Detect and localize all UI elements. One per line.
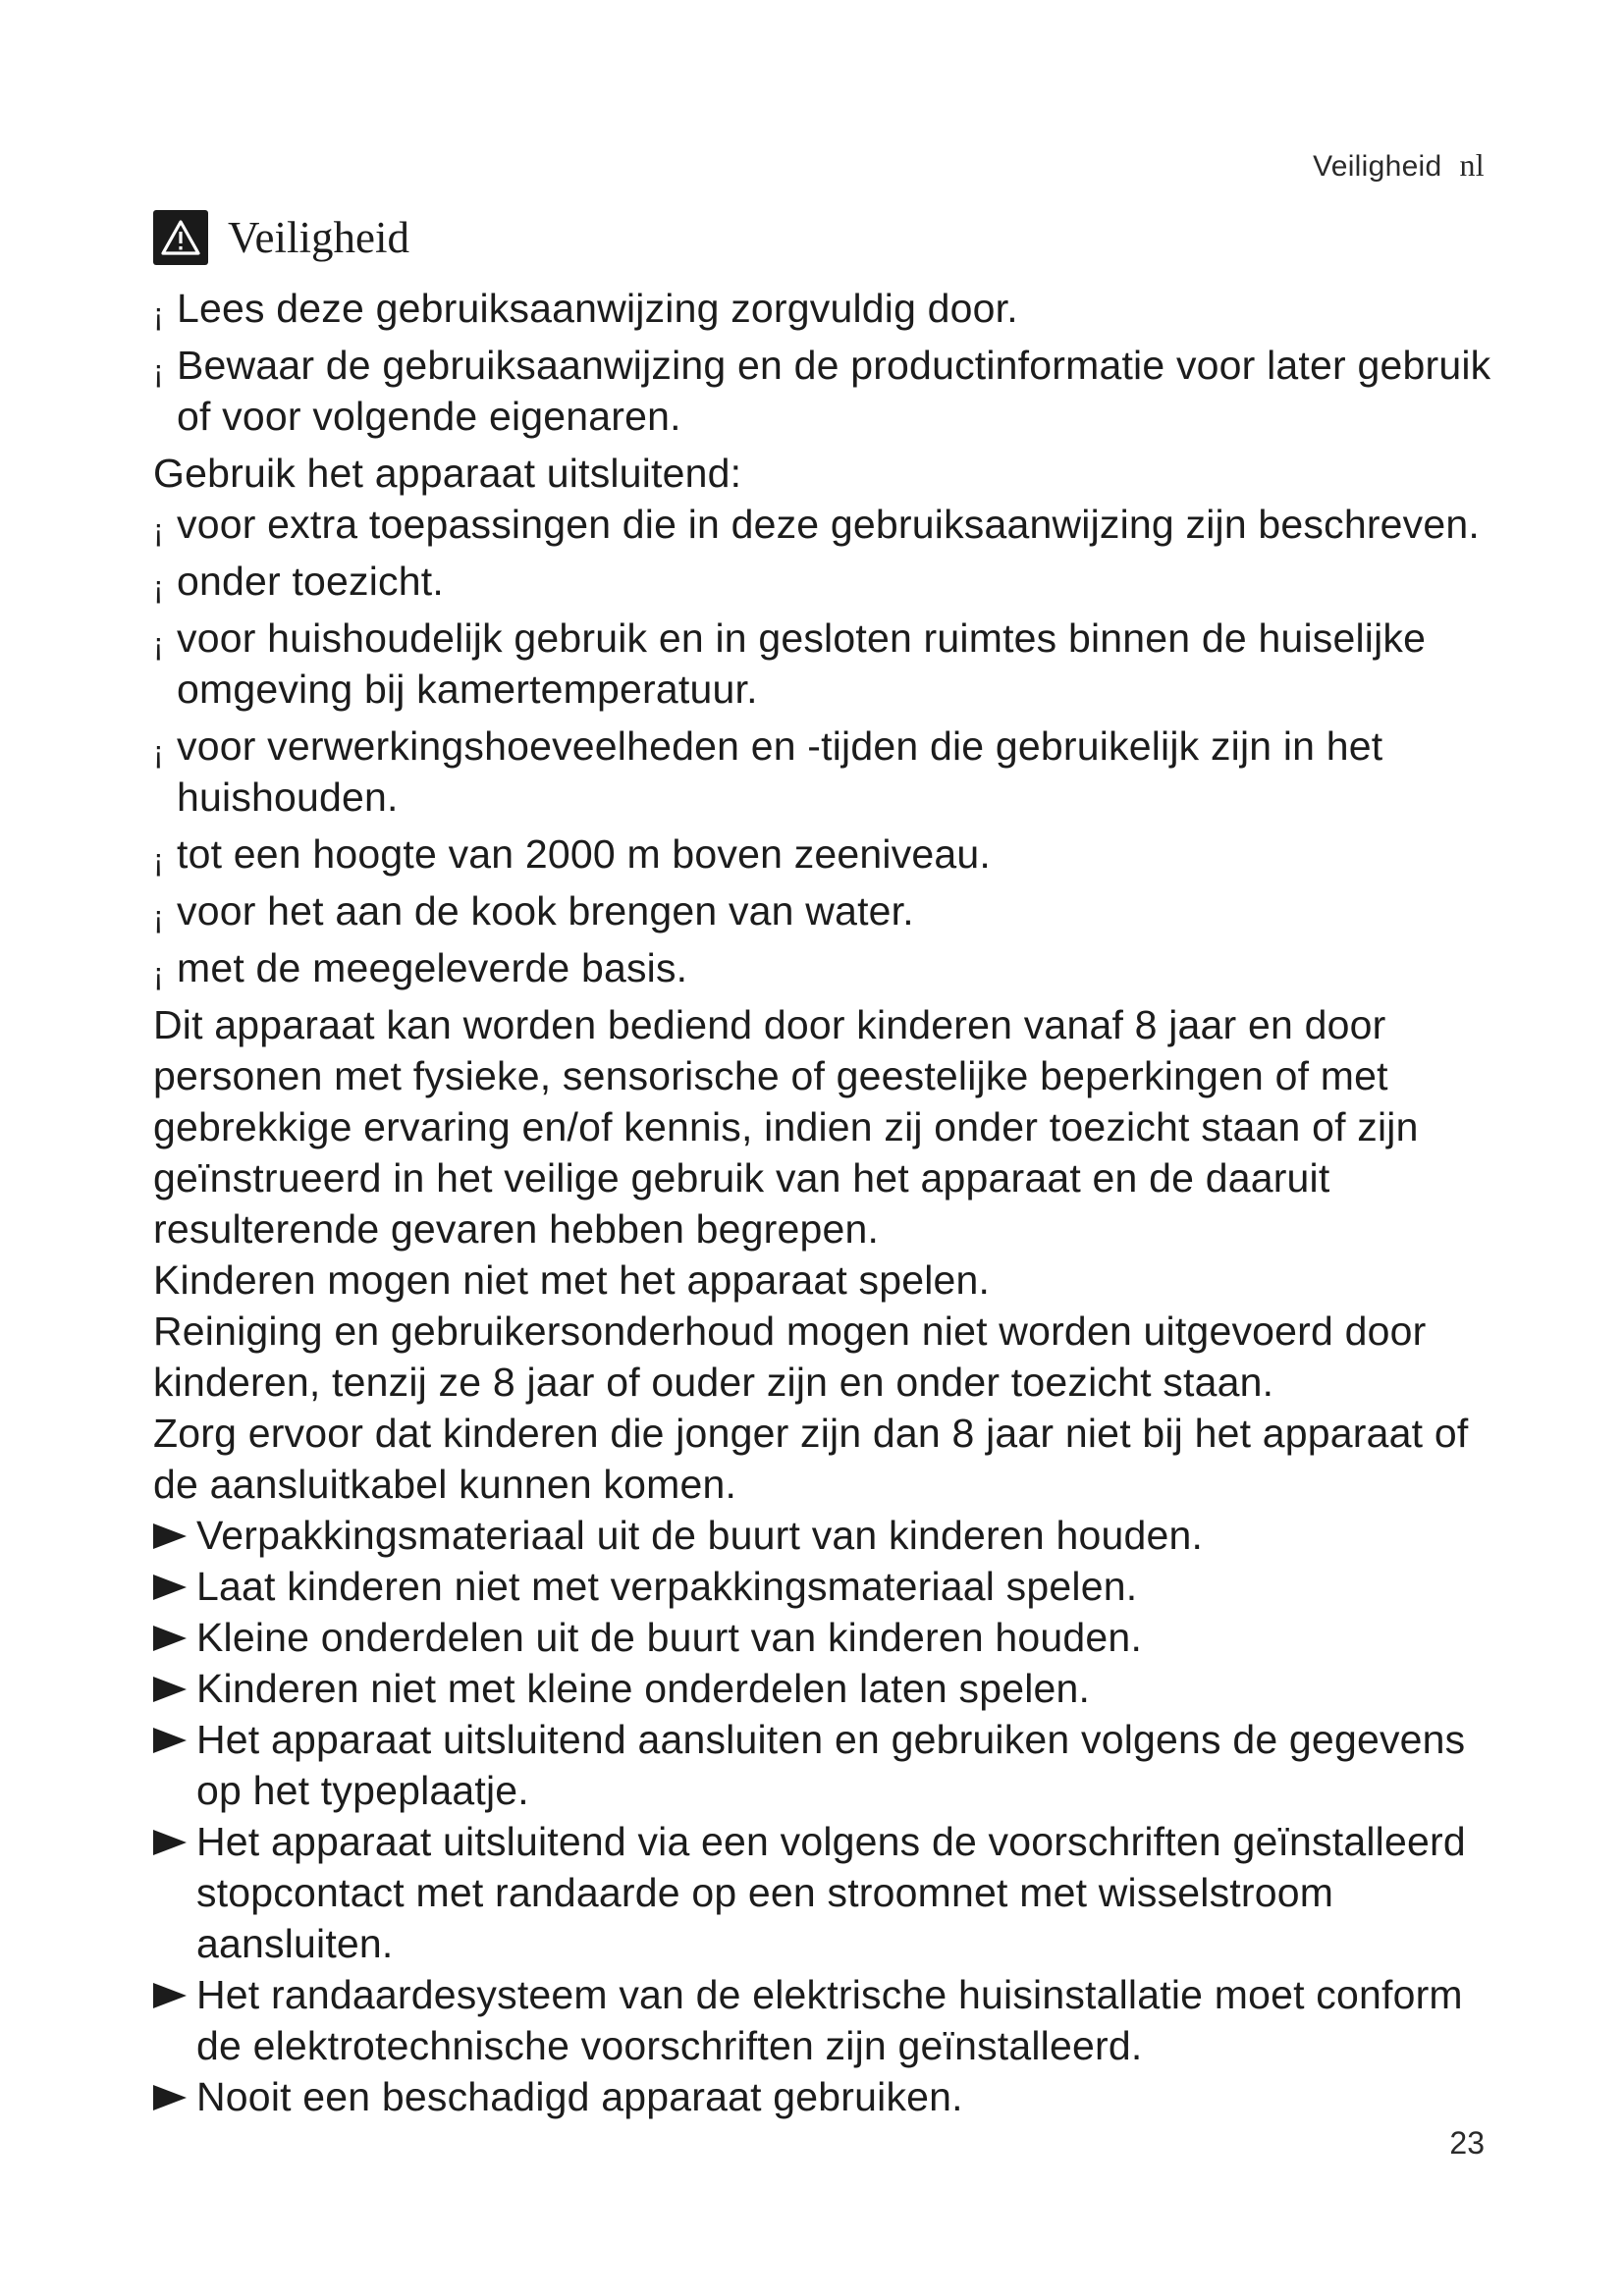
action-item	[153, 1510, 1508, 1561]
action-item-text: Verpakkingsmateriaal uit de buurt van kinderen houden.	[196, 1513, 1204, 1558]
triangle-bullet-icon	[153, 2085, 187, 2110]
list-item	[153, 613, 1508, 715]
triangle-bullet-icon	[153, 1523, 187, 1549]
list-item	[153, 942, 1508, 993]
action-item	[153, 1663, 1508, 1714]
list-bullet: ¡	[153, 569, 164, 605]
content	[153, 283, 1508, 2122]
running-header-lang: nl	[1459, 147, 1485, 183]
list-bullet: ¡	[153, 512, 164, 548]
list-item-text: voor huishoudelijk gebruik en in gesloten ruimtes binnen de huiselijke omgeving bij kamertemperatuur.	[177, 615, 1427, 712]
action-item	[153, 1816, 1508, 1969]
action-item-text: Nooit een beschadigd apparaat gebruiken.	[196, 2074, 963, 2119]
list-item	[153, 828, 1508, 880]
paragraph: Dit apparaat kan worden bediend door kinderen vanaf 8 jaar en door personen met fysieke, sensorische of geestelijke beperkingen of met gebrekkige ervaring en/of kennis, indien zij onder toezicht staan of zijn geïnstrueerd in het veilige gebruik van het apparaat en de daaruit resulterende gevaren hebben begrepen.	[153, 1002, 1419, 1252]
list-item-text: onder toezicht.	[177, 559, 444, 604]
list-bullet: ¡	[153, 956, 164, 991]
list-item	[153, 499, 1508, 550]
list-bullet: ¡	[153, 626, 164, 662]
paragraph: Reiniging en gebruikersonderhoud mogen niet worden uitgevoerd door kinderen, tenzij ze 8 jaar of ouder zijn en onder toezicht staan.	[153, 1308, 1427, 1405]
section-title: Veiligheid	[228, 212, 409, 262]
running-header-section: Veiligheid	[1313, 150, 1442, 183]
action-item	[153, 1561, 1508, 1612]
triangle-bullet-icon	[153, 1830, 187, 1855]
action-item-text: Laat kinderen niet met verpakkingsmateriaal spelen.	[196, 1564, 1138, 1609]
list-item-text: voor extra toepassingen die in deze gebruiksaanwijzing zijn beschreven.	[177, 502, 1480, 547]
warning-icon	[153, 210, 208, 265]
list-item-text: voor het aan de kook brengen van water.	[177, 888, 914, 934]
action-item-text: Het apparaat uitsluitend via een volgens de voorschriften geïnstalleerd stopcontact met randaarde op een stroomnet met wisselstroom aansluiten.	[196, 1819, 1466, 1966]
action-item	[153, 1969, 1508, 2071]
action-item-text: Kleine onderdelen uit de buurt van kinderen houden.	[196, 1615, 1143, 1660]
list-item	[153, 556, 1508, 607]
triangle-bullet-icon	[153, 1677, 187, 1702]
action-item	[153, 2071, 1508, 2122]
list-item	[153, 721, 1508, 823]
list-item	[153, 340, 1508, 442]
paragraph: Kinderen mogen niet met het apparaat spelen.	[153, 1257, 991, 1303]
use-label: Gebruik het apparaat uitsluitend:	[153, 451, 742, 496]
action-item	[153, 1714, 1508, 1816]
list-item-text: Bewaar de gebruiksaanwijzing en de productinformatie voor later gebruik of voor volgende eigenaren.	[177, 343, 1491, 439]
section-heading	[153, 210, 409, 265]
page-number: 23	[1449, 2125, 1485, 2161]
list-item-text: met de meegeleverde basis.	[177, 945, 688, 990]
action-item-text: Het randaardesysteem van de elektrische huisinstallatie moet conform de elektrotechnische voorschriften zijn geïnstalleerd.	[196, 1972, 1463, 2068]
list-bullet: ¡	[153, 899, 164, 934]
list-item	[153, 283, 1508, 334]
triangle-bullet-icon	[153, 1728, 187, 1753]
list-bullet: ¡	[153, 842, 164, 878]
list-bullet: ¡	[153, 296, 164, 332]
triangle-bullet-icon	[153, 1983, 187, 2008]
list-item-text: Lees deze gebruiksaanwijzing zorgvuldig door.	[177, 286, 1018, 331]
list-item	[153, 885, 1508, 936]
action-item	[153, 1612, 1508, 1663]
list-item-text: voor verwerkingshoeveelheden en -tijden die gebruikelijk zijn in het huishouden.	[177, 723, 1383, 820]
action-item-text: Kinderen niet met kleine onderdelen laten spelen.	[196, 1666, 1091, 1711]
list-bullet: ¡	[153, 734, 164, 770]
action-item-text: Het apparaat uitsluitend aansluiten en gebruiken volgens de gegevens op het typeplaatje.	[196, 1717, 1466, 1813]
triangle-bullet-icon	[153, 1626, 187, 1651]
paragraph: Zorg ervoor dat kinderen die jonger zijn dan 8 jaar niet bij het apparaat of de aansluitkabel kunnen komen.	[153, 1411, 1469, 1507]
list-bullet: ¡	[153, 353, 164, 389]
triangle-bullet-icon	[153, 1575, 187, 1600]
list-item-text: tot een hoogte van 2000 m boven zeeniveau.	[177, 831, 992, 877]
running-header	[1313, 147, 1485, 184]
